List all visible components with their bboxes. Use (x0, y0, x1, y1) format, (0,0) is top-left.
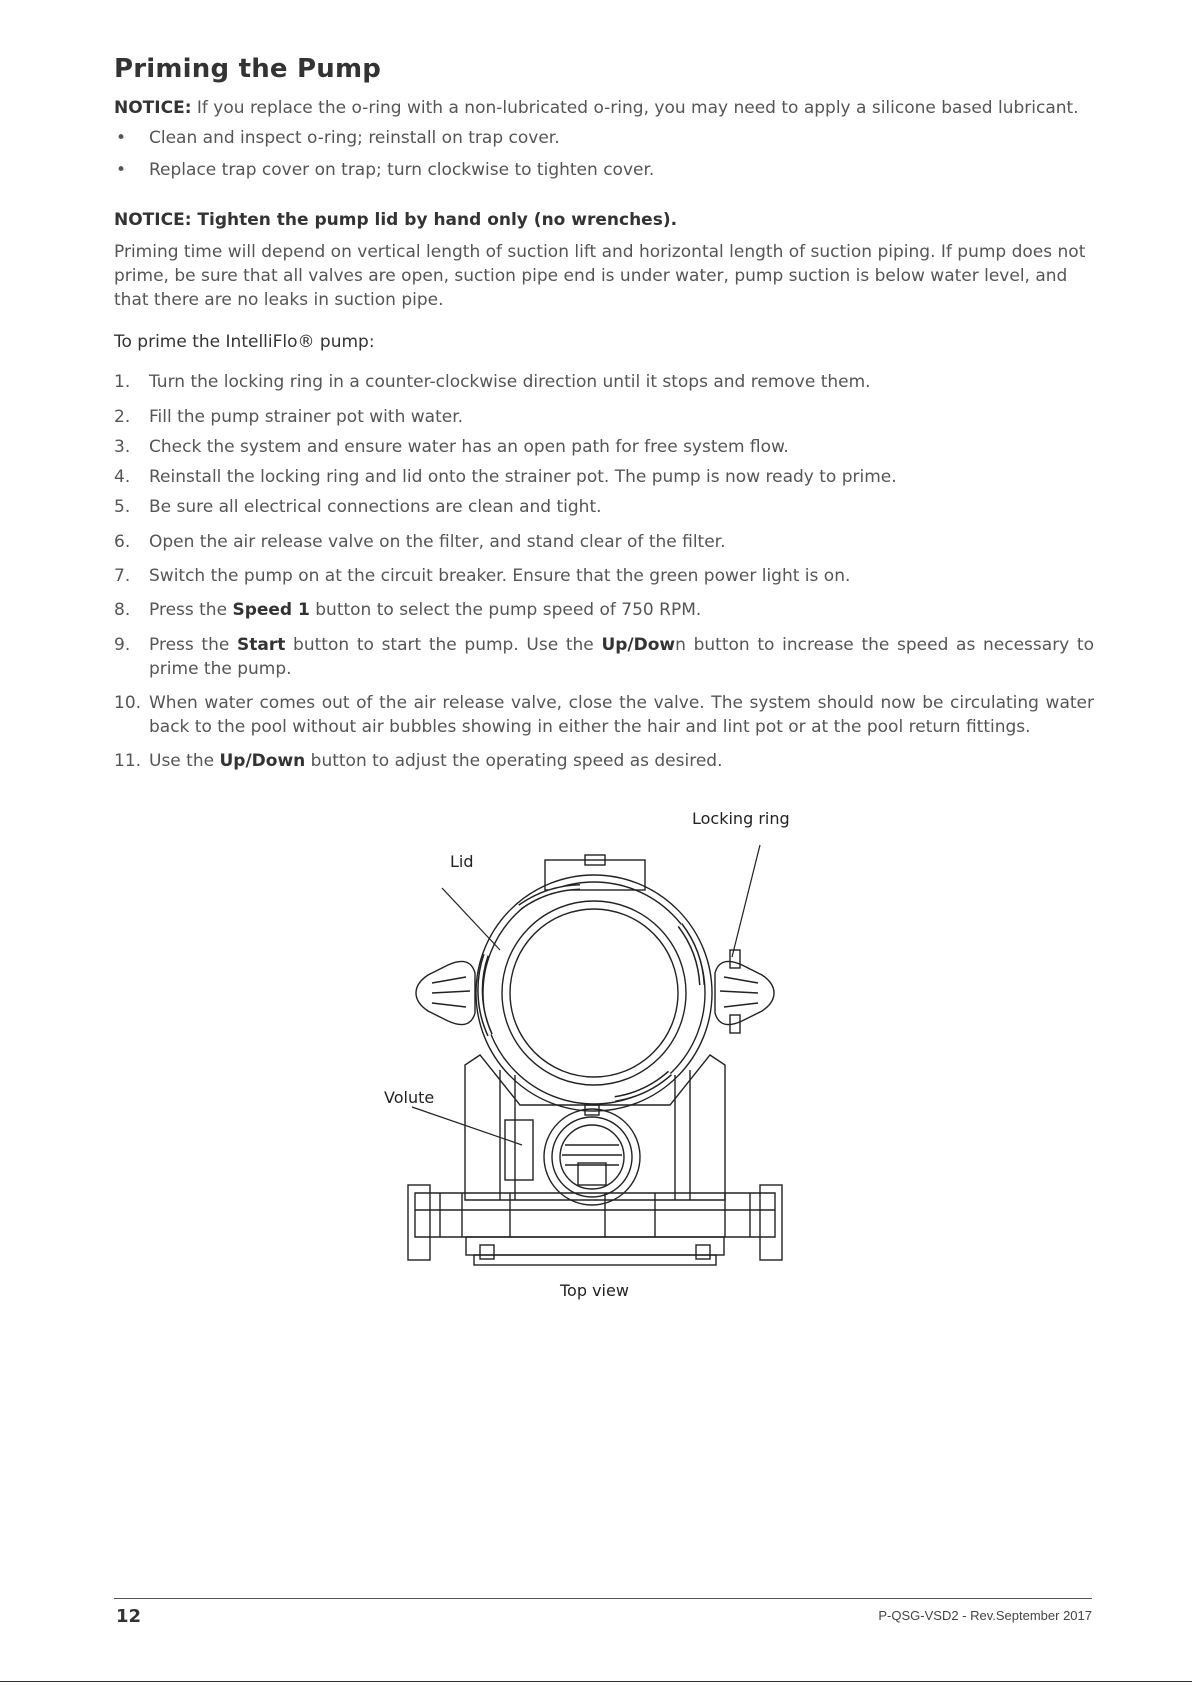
step-text (149, 598, 1094, 622)
notice-label: NOTICE: (114, 98, 192, 118)
volute-label: Volute (384, 1088, 435, 1107)
step-text: Be sure all electrical connections are clean and tight. (149, 497, 602, 517)
step-text (149, 633, 1094, 681)
step-number: 11. (114, 751, 142, 771)
step-text-pre: Press the (149, 635, 238, 655)
pump-top-view-figure (370, 809, 820, 1305)
step-text-pre: Press the (149, 600, 233, 620)
step-number: 1. (114, 372, 131, 392)
lid-label: Lid (450, 852, 474, 871)
speed-1-button-label: Speed 1 (232, 600, 310, 620)
page-number: 12 (116, 1606, 142, 1627)
step-number: 2. (114, 407, 131, 427)
step-text (149, 749, 1094, 773)
step-text-post: button to select the pump speed of 750 RPM. (309, 600, 702, 620)
page-bottom-edge (0, 1681, 1192, 1682)
bullet-mark: • (116, 128, 127, 148)
step-number: 4. (114, 467, 131, 487)
figure-caption: Top view (560, 1281, 629, 1300)
bullet-text: Clean and inspect o-ring; reinstall on trap cover. (149, 128, 560, 148)
step-number: 9. (114, 635, 131, 655)
step-number: 5. (114, 497, 131, 517)
step-text: Reinstall the locking ring and lid onto the strainer pot. The pump is now ready to prime. (149, 467, 897, 487)
step-number: 3. (114, 437, 131, 457)
start-button-label: Start (237, 635, 286, 655)
notice-lubricant (114, 96, 1094, 120)
step-text-post: button to adjust the operating speed as desired. (305, 751, 723, 771)
steps-heading: To prime the IntelliFlo® pump: (114, 332, 375, 352)
footer-divider (114, 1598, 1092, 1599)
bullet-mark: • (116, 160, 127, 180)
step-number: 8. (114, 600, 131, 620)
bullet-text: Replace trap cover on trap; turn clockwise to tighten cover. (149, 160, 655, 180)
step-text-pre: Use the (149, 751, 220, 771)
priming-paragraph: Priming time will depend on vertical length of suction lift and horizontal length of suction piping. If pump does not prime, be sure that all valves are open, suction pipe end is under water, pump suction is below water level, and that there are no leaks in suction pipe. (114, 242, 1086, 310)
notice-text: If you replace the o-ring with a non-lubricated o-ring, you may need to apply a silicone based lubricant. (191, 98, 1079, 118)
step-number: 7. (114, 566, 131, 586)
step-text: Fill the pump strainer pot with water. (149, 407, 464, 427)
up-down-button-label: Up/Down (219, 751, 306, 771)
step-number: 6. (114, 532, 131, 552)
notice-tighten-by-hand: NOTICE: Tighten the pump lid by hand only (no wrenches). (114, 210, 678, 230)
step-text-post: n button to increase the speed as necessary to prime the pump. (149, 635, 1094, 679)
pump-drawing (370, 815, 820, 1305)
document-id: P-QSG-VSD2 - Rev.September 2017 (878, 1608, 1092, 1623)
step-text: Open the air release valve on the filter, and stand clear of the filter. (149, 532, 726, 552)
up-down-button-label: Up/Dow (601, 635, 676, 655)
step-text: Switch the pump on at the circuit breaker. Ensure that the green power light is on. (149, 566, 851, 586)
step-text: When water comes out of the air release valve, close the valve. The system should now be circulating water back to the pool without air bubbles showing in either the hair and lint pot or at the pool return fittings. (149, 693, 1094, 737)
page-title: Priming the Pump (114, 54, 382, 84)
step-text: Turn the locking ring in a counter-clockwise direction until it stops and remove them. (149, 372, 871, 392)
locking-ring-label: Locking ring (692, 809, 790, 828)
step-text-mid: button to start the pump. Use the (285, 635, 602, 655)
step-number: 10. (114, 693, 142, 713)
step-text: Check the system and ensure water has an open path for free system flow. (149, 437, 789, 457)
